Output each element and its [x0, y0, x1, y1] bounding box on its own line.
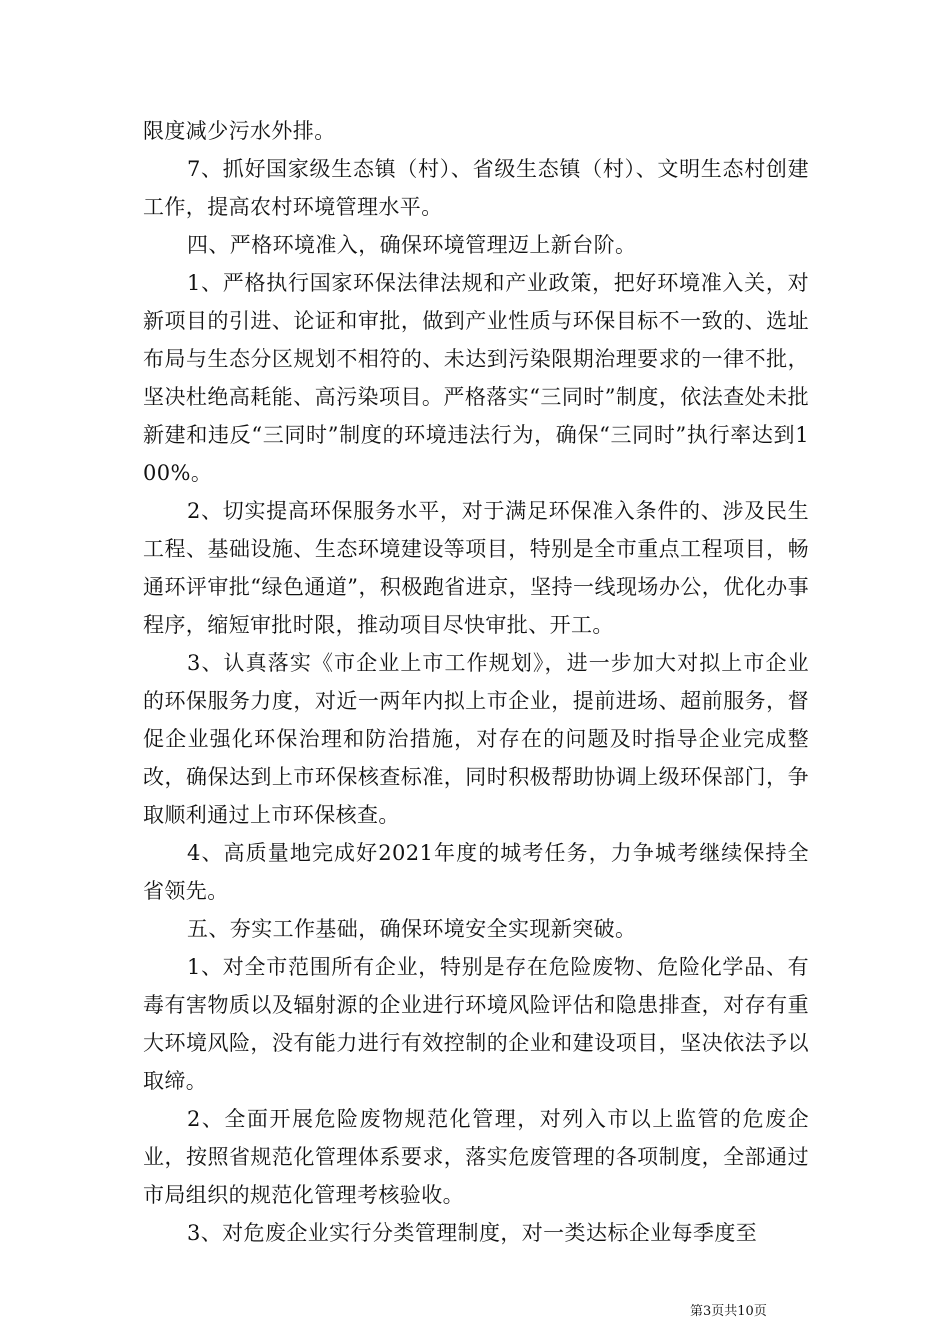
paragraph: 3、对危废企业实行分类管理制度，对一类达标企业每季度至 — [187, 1221, 758, 1245]
section-heading: 四、严格环境准入，确保环境管理迈上新台阶。 — [187, 233, 637, 257]
paragraph: 2、切实提高环保服务水平，对于满足环保准入条件的、涉及民生工程、基础设施、生态环境建设等项目，特别是全市重点工程项目，畅通环评审批“绿色通道”，积极跑省进京，坚持一线现场办公，优化办事程序，缩短审批时限，推动项目尽快审批、开工。 — [143, 499, 809, 637]
paragraph: 1、严格执行国家环保法律法规和产业政策，把好环境准入关，对新项目的引进、论证和审批，做到产业性质与环保目标不一致的、选址布局与生态分区规划不相符的、未达到污染限期治理要求的一律不批，坚决杜绝高耗能、高污染项目。严格落实“三同时”制度，依法查处未批新建和违反“三同时”制度的环境违法行为，确保“三同时”执行率达到100%。 — [143, 271, 809, 485]
document-body — [143, 112, 809, 1252]
paragraph: 1、对全市范围所有企业，特别是存在危险废物、危险化学品、有毒有害物质以及辐射源的企业进行环境风险评估和隐患排查，对存有重大环境风险，没有能力进行有效控制的企业和建设项目，坚决依法予以取缔。 — [143, 955, 809, 1093]
paragraph: 3、认真落实《市企业上市工作规划》，进一步加大对拟上市企业的环保服务力度，对近一两年内拟上市企业，提前进场、超前服务，督促企业强化环保治理和防治措施，对存在的问题及时指导企业完成整改，确保达到上市环保核查标准，同时积极帮助协调上级环保部门，争取顺利通过上市环保核查。 — [143, 651, 809, 827]
page-number-footer: 第3页共10页 — [690, 1304, 767, 1319]
paragraph: 2、全面开展危险废物规范化管理，对列入市以上监管的危废企业，按照省规范化管理体系要求，落实危废管理的各项制度，全部通过市局组织的规范化管理考核验收。 — [143, 1107, 809, 1207]
paragraph: 限度减少污水外排。 — [143, 119, 336, 143]
paragraph: 4、高质量地完成好2021年度的城考任务，力争城考继续保持全省领先。 — [143, 841, 809, 903]
section-heading: 五、夯实工作基础，确保环境安全实现新突破。 — [187, 917, 637, 941]
paragraph: 7、抓好国家级生态镇（村）、省级生态镇（村）、文明生态村创建工作，提高农村环境管理水平。 — [143, 157, 809, 219]
